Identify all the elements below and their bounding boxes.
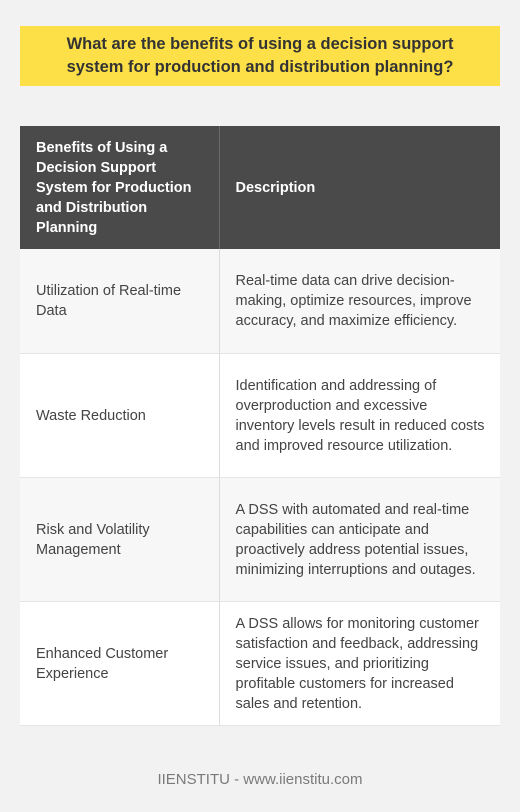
table-row (20, 249, 500, 354)
benefit-cell: Utilization of Real-time Data (20, 249, 219, 354)
benefit-cell: Risk and Volatility Management (20, 478, 219, 602)
description-cell: A DSS with automated and real-time capabilities can anticipate and proactively address potential issues, minimizing interruptions and outages. (219, 478, 500, 602)
column-header-description: Description (219, 126, 500, 249)
description-cell: Real-time data can drive decision-making, optimize resources, improve accuracy, and maximize efficiency. (219, 249, 500, 354)
table-header-row (20, 126, 500, 249)
description-cell: Identification and addressing of overproduction and excessive inventory levels result in reduced costs and improved resource utilization. (219, 354, 500, 478)
benefit-cell: Enhanced Customer Experience (20, 602, 219, 726)
title-banner (20, 26, 500, 86)
column-header-benefit: Benefits of Using a Decision Support System for Production and Distribution Planning (20, 126, 219, 249)
benefits-table (20, 126, 500, 726)
table-row (20, 478, 500, 602)
description-cell: A DSS allows for monitoring customer satisfaction and feedback, addressing service issues, and prioritizing profitable customers for increased sales and retention. (219, 602, 500, 726)
page-title: What are the benefits of using a decision support system for production and distribution planning? (66, 35, 454, 76)
footer-credit: IIENSTITU - www.iienstitu.com (157, 771, 363, 788)
table-row (20, 354, 500, 478)
table-row (20, 602, 500, 726)
benefit-cell: Waste Reduction (20, 354, 219, 478)
